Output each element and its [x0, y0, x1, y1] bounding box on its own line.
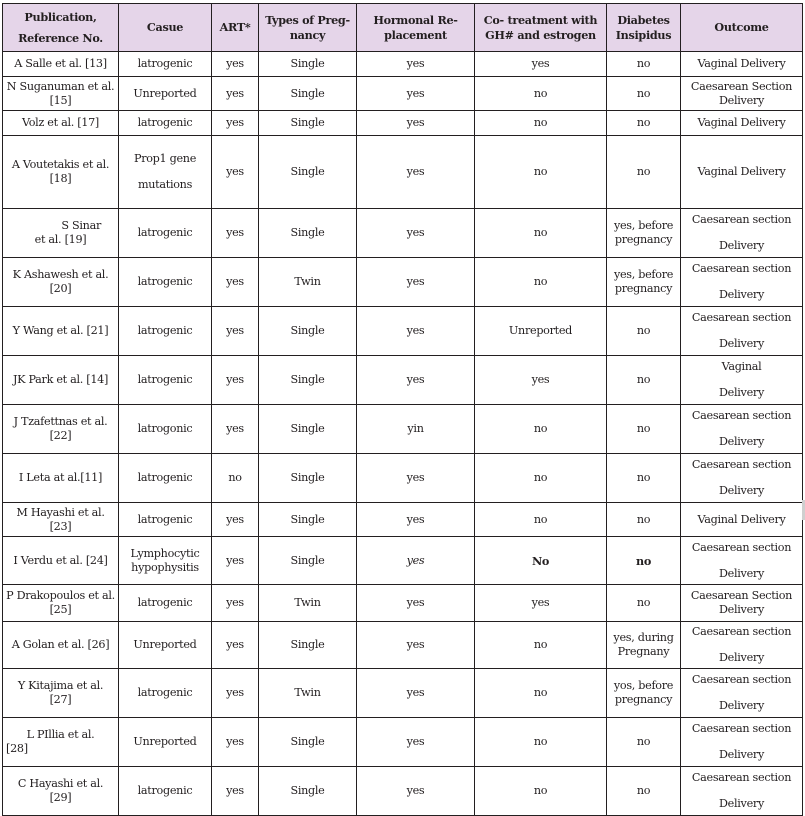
outcome-line1: Caesarean section	[691, 625, 792, 638]
cell-publication: Volz et al. [17]	[3, 111, 119, 136]
table-row	[3, 356, 803, 405]
cell-publication: JK Park et al. [14]	[3, 356, 119, 405]
header-publication-line2: Reference No.	[18, 30, 103, 45]
cell-hormonal: yin	[357, 405, 475, 454]
cell-art: yes	[212, 209, 259, 258]
cell-hormonal: yes	[357, 503, 475, 537]
cell-cause	[119, 136, 212, 209]
publication-line2: [28]	[6, 742, 28, 755]
cell-hormonal: yes	[357, 77, 475, 111]
cell-pregnancy-type: Single	[259, 77, 357, 111]
cell-art: yes	[212, 111, 259, 136]
cell-publication: Y Wang et al. [21]	[3, 307, 119, 356]
cell-diabetes: no	[607, 405, 681, 454]
cell-publication: A Voutetakis et al. [18]	[3, 136, 119, 209]
cell-hormonal: yes	[357, 258, 475, 307]
outcome-line1: Caesarean section	[691, 673, 792, 686]
cell-hormonal: yes	[357, 585, 475, 622]
cell-publication: A Golan et al. [26]	[3, 622, 119, 669]
header-diabetes-insipidus: Diabetes Insipidus	[607, 4, 681, 52]
table-row	[3, 77, 803, 111]
header-hormonal-replacement: Hormonal Re- placement	[357, 4, 475, 52]
cell-hormonal: yes	[357, 454, 475, 503]
cell-outcome: Vaginal Delivery	[681, 52, 803, 77]
cell-pregnancy-type: Single	[259, 622, 357, 669]
cell-publication: C Hayashi et al. [29]	[3, 767, 119, 816]
cell-outcome	[681, 258, 803, 307]
cell-outcome: Vaginal Delivery	[681, 136, 803, 209]
cell-art: yes	[212, 622, 259, 669]
cell-outcome	[681, 767, 803, 816]
cell-art: no	[212, 454, 259, 503]
cell-diabetes: no	[607, 454, 681, 503]
cell-diabetes: no	[607, 718, 681, 767]
cell-art: yes	[212, 307, 259, 356]
cell-pregnancy-type: Single	[259, 356, 357, 405]
cell-outcome	[681, 537, 803, 585]
table-row	[3, 585, 803, 622]
cell-cotreatment: no	[475, 669, 607, 718]
cell-hormonal: yes	[357, 622, 475, 669]
cell-outcome	[681, 356, 803, 405]
cell-cause: latrogenic	[119, 52, 212, 77]
cell-outcome	[681, 718, 803, 767]
cell-cotreatment: no	[475, 405, 607, 454]
cell-cotreatment: No	[475, 537, 607, 585]
outcome-line1: Caesarean section	[691, 213, 792, 226]
outcome-line1: Caesarean section	[691, 540, 792, 554]
table-row	[3, 503, 803, 537]
cell-cotreatment: yes	[475, 52, 607, 77]
cell-outcome	[681, 405, 803, 454]
cause-line1: Prop1 gene	[133, 152, 197, 165]
outcome-line2: Delivery	[719, 566, 764, 580]
cell-publication: K Ashawesh et al. [20]	[3, 258, 119, 307]
cell-pregnancy-type: Twin	[259, 585, 357, 622]
cell-cause: latrogenic	[119, 585, 212, 622]
cell-art: yes	[212, 356, 259, 405]
header-row	[3, 4, 803, 52]
cell-publication: P Drakopoulos et al. [25]	[3, 585, 119, 622]
cell-diabetes: no	[607, 307, 681, 356]
cell-hormonal: yes	[357, 356, 475, 405]
header-pregnancy-type: Types of Preg- nancy	[259, 4, 357, 52]
table-row	[3, 405, 803, 454]
cell-art: yes	[212, 503, 259, 537]
cell-diabetes: no	[607, 111, 681, 136]
cell-art: yes	[212, 585, 259, 622]
publication-line1: L PIllia et al.	[26, 728, 95, 741]
cell-diabetes: yos, before pregnancy	[607, 669, 681, 718]
cell-diabetes: no	[607, 52, 681, 77]
cell-cotreatment: no	[475, 209, 607, 258]
cell-cause: latrogenic	[119, 209, 212, 258]
cell-pregnancy-type: Single	[259, 503, 357, 537]
cell-cause: latrogenic	[119, 454, 212, 503]
outcome-line1: Caesarean Section	[690, 79, 793, 93]
cell-art: yes	[212, 52, 259, 77]
outcome-line1: Caesarean section	[691, 262, 792, 275]
cell-publication: A Salle et al. [13]	[3, 52, 119, 77]
outcome-line1: Caesarean section	[691, 722, 792, 735]
outcome-line1: Caesarean section	[691, 458, 792, 471]
cell-outcome	[681, 307, 803, 356]
cell-pregnancy-type: Single	[259, 209, 357, 258]
cell-cause: latrogenic	[119, 669, 212, 718]
outcome-line2: Delivery	[719, 435, 764, 448]
table-row	[3, 209, 803, 258]
cell-art: yes	[212, 77, 259, 111]
outcome-line1: Vaginal	[721, 360, 762, 373]
cell-publication: I Verdu et al. [24]	[3, 537, 119, 585]
table-row	[3, 258, 803, 307]
outcome-line1: Caesarean Section	[690, 589, 793, 602]
publication-line1: S Sinar	[61, 219, 101, 232]
cell-cause: latrogenic	[119, 307, 212, 356]
cell-cotreatment: no	[475, 77, 607, 111]
outcome-line2: Delivery	[719, 651, 764, 664]
outcome-line2: Delivery	[719, 337, 764, 350]
cell-publication: Y Kitajima et al. [27]	[3, 669, 119, 718]
cell-cause: latrogonic	[119, 405, 212, 454]
outcome-line2: Delivery	[719, 386, 764, 399]
table-row	[3, 136, 803, 209]
outcome-line2: Delivery	[719, 797, 764, 810]
cell-cause: latrogenic	[119, 767, 212, 816]
header-cause: Casue	[119, 4, 212, 52]
cell-art: yes	[212, 767, 259, 816]
cell-pregnancy-type: Single	[259, 454, 357, 503]
cell-pregnancy-type: Single	[259, 718, 357, 767]
cell-cotreatment: no	[475, 503, 607, 537]
cell-pregnancy-type: Single	[259, 405, 357, 454]
cell-outcome: Vaginal Delivery	[681, 503, 803, 537]
cell-cotreatment: yes	[475, 356, 607, 405]
cell-diabetes: yes, during Pregnany	[607, 622, 681, 669]
outcome-line2: Delivery	[719, 699, 764, 712]
cell-publication: N Suganuman et al. [15]	[3, 77, 119, 111]
cell-cause: Unreported	[119, 77, 212, 111]
cell-cause: latrogenic	[119, 258, 212, 307]
cell-pregnancy-type: Single	[259, 52, 357, 77]
outcome-line2: Delivery	[719, 484, 764, 497]
outcome-line2: Delivery	[719, 748, 764, 761]
cell-diabetes: no	[607, 136, 681, 209]
cell-hormonal: yes	[357, 537, 475, 585]
cell-outcome: Vaginal Delivery	[681, 111, 803, 136]
header-art: ART*	[212, 4, 259, 52]
cell-cotreatment: no	[475, 136, 607, 209]
header-cotreatment: Co- treatment with GH# and estrogen	[475, 4, 607, 52]
cell-cause: latrogenic	[119, 356, 212, 405]
cell-hormonal: yes	[357, 307, 475, 356]
cell-art: yes	[212, 258, 259, 307]
cell-cotreatment: no	[475, 258, 607, 307]
cell-cotreatment: Unreported	[475, 307, 607, 356]
cell-art: yes	[212, 669, 259, 718]
outcome-line2: Delivery	[719, 239, 764, 252]
cell-publication	[3, 209, 119, 258]
cell-hormonal: yes	[357, 52, 475, 77]
cell-art: yes	[212, 718, 259, 767]
cell-pregnancy-type: Single	[259, 767, 357, 816]
cell-diabetes: no	[607, 585, 681, 622]
cell-pregnancy-type: Single	[259, 136, 357, 209]
cell-diabetes: no	[607, 537, 681, 585]
header-publication	[3, 4, 119, 52]
header-outcome: Outcome	[681, 4, 803, 52]
outcome-line1: Caesarean section	[691, 771, 792, 784]
table-row	[3, 622, 803, 669]
table-row	[3, 307, 803, 356]
table-row	[3, 454, 803, 503]
cell-cause: Unreported	[119, 622, 212, 669]
table-row	[3, 537, 803, 585]
cell-pregnancy-type: Single	[259, 111, 357, 136]
case-reports-table	[2, 3, 803, 816]
cell-cotreatment: no	[475, 622, 607, 669]
cell-cause: latrogenic	[119, 503, 212, 537]
cell-outcome	[681, 454, 803, 503]
cell-art: yes	[212, 405, 259, 454]
cell-diabetes: yes, before pregnancy	[607, 258, 681, 307]
table-row	[3, 111, 803, 136]
cell-diabetes: no	[607, 503, 681, 537]
cell-cotreatment: no	[475, 454, 607, 503]
outcome-line1: Caesarean section	[691, 311, 792, 324]
table-row	[3, 767, 803, 816]
cell-hormonal: yes	[357, 669, 475, 718]
cell-art: yes	[212, 136, 259, 209]
cell-hormonal: yes	[357, 718, 475, 767]
cell-cause: latrogenic	[119, 111, 212, 136]
outcome-line2: Delivery	[719, 93, 764, 107]
cell-pregnancy-type: Twin	[259, 669, 357, 718]
cell-publication: M Hayashi et al. [23]	[3, 503, 119, 537]
table-row	[3, 669, 803, 718]
cell-outcome	[681, 585, 803, 622]
cell-outcome	[681, 622, 803, 669]
cell-publication: J Tzafettnas et al. [22]	[3, 405, 119, 454]
cell-hormonal: yes	[357, 136, 475, 209]
cell-diabetes: no	[607, 767, 681, 816]
outcome-line1: Caesarean section	[691, 409, 792, 422]
cell-pregnancy-type: Single	[259, 307, 357, 356]
cell-publication: I Leta at al.[11]	[3, 454, 119, 503]
publication-line2: et al. [19]	[34, 233, 87, 246]
table-row	[3, 718, 803, 767]
cell-diabetes: no	[607, 356, 681, 405]
cell-cotreatment: no	[475, 718, 607, 767]
cell-publication	[3, 718, 119, 767]
cell-hormonal: yes	[357, 767, 475, 816]
cell-cotreatment: yes	[475, 585, 607, 622]
cell-cause: Lymphocytic hypophysitis	[119, 537, 212, 585]
cell-diabetes: yes, before pregnancy	[607, 209, 681, 258]
cell-cotreatment: no	[475, 767, 607, 816]
cell-cause: Unreported	[119, 718, 212, 767]
cell-art: yes	[212, 537, 259, 585]
cell-cotreatment: no	[475, 111, 607, 136]
cell-outcome	[681, 669, 803, 718]
cell-diabetes: no	[607, 77, 681, 111]
table-row	[3, 52, 803, 77]
outcome-line2: Delivery	[719, 603, 764, 616]
cell-outcome	[681, 209, 803, 258]
header-publication-line1: Publication,	[24, 9, 97, 24]
cause-line2: mutations	[137, 178, 193, 191]
cell-hormonal: yes	[357, 209, 475, 258]
cell-outcome	[681, 77, 803, 111]
outcome-line2: Delivery	[719, 288, 764, 301]
cell-pregnancy-type: Twin	[259, 258, 357, 307]
cell-pregnancy-type: Single	[259, 537, 357, 585]
cell-hormonal: yes	[357, 111, 475, 136]
